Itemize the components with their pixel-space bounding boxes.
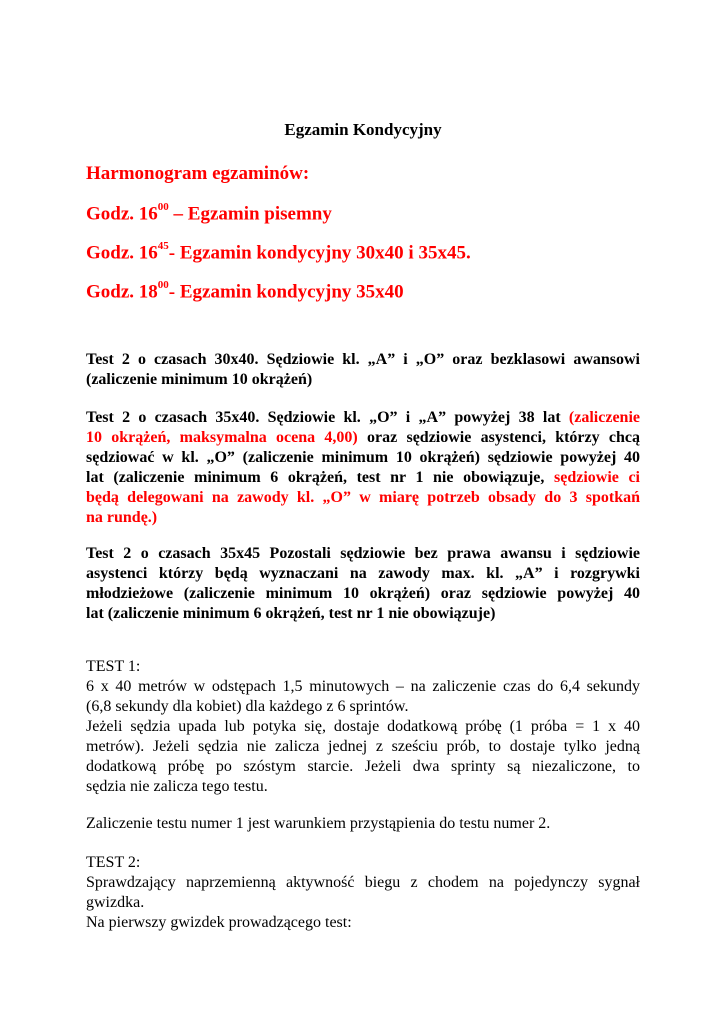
schedule-item-written: Godz. $16^{00}$ – Egzamin pisemny bbox=[86, 201, 332, 225]
document-title: Egzamin Kondycyjny bbox=[284, 120, 442, 139]
paragraph-test2-35x40: Test 2 o czasach 35x40. Sędziowie kl. „O” i „A” powyżej 38 lat (zaliczenie 10 okrążeń, maksymalna ocena 4,00) oraz sędziowie asystenci, którzy chcą sędziować w kl. „O” (zaliczenie minimum 10 okrążeń) sędziowie powyżej 40 lat (zaliczenie minimum 6 okrążeń, test nr 1 nie obowiązuje, sędziowie ci będą delegowani na zawody kl. „O” w miarę potrzeb obsady do 3 spotkań na rundę.) bbox=[86, 409, 641, 526]
schedule-item-fitness-1: Godz. $16^{45}-$ Egzamin kondycyjny 30x40 i 35x45. bbox=[86, 240, 471, 264]
paragraph-test2-35x45: Test 2 o czasach 35x45 Pozostali sędziowie bez prawa awansu i sędziowie asystenci którzy będą wyznaczani na zawody max. kl. „A” i rozgrywki młodzieżowe (zaliczenie minimum 10 okrążeń) oraz sędziowie powyżej 40 lat (zaliczenie minimum 6 okrążeń, test nr 1 nie obowiązuje) bbox=[86, 545, 640, 622]
schedule-heading: Harmonogram egzaminów: bbox=[86, 163, 310, 184]
schedule-item-fitness-2: Godz. $18^{00}-$ Egzamin kondycyjny 35x40 bbox=[86, 279, 404, 303]
test1-section: TEST 1: 6 x 40 metrów w odstępach 1,5 minutowych – na zaliczenie czas do 6,4 sekundy (6,8 sekundy dla kobiet) dla każdego z 6 sprintów. Jeżeli sędzia upada lub potyka się, dostaje dodatkową próbę (1 próba = 1 x 40 metrów). Jeżeli sędzia nie zalicza jednej z sześciu prób, to dostaje tylko jedną dodatkową próbę po szóstym starcie. Jeżeli dwa sprinty są niezaliczone, to sędzia nie zalicza tego testu. bbox=[86, 658, 640, 795]
paragraph-test2-30x40: Test 2 o czasach 30x40. Sędziowie kl. „A” i „O” oraz bezklasowi awansowi (zaliczenie minimum 10 okrążeń) bbox=[86, 351, 640, 388]
test1-requirement: Zaliczenie testu numer 1 jest warunkiem przystąpienia do testu numer 2. bbox=[86, 815, 551, 832]
test2-section: TEST 2: Sprawdzający naprzemienną aktywność biegu z chodem na pojedynczy sygnał gwizdka. Na pierwszy gwizdek prowadzącego test: bbox=[86, 854, 640, 931]
